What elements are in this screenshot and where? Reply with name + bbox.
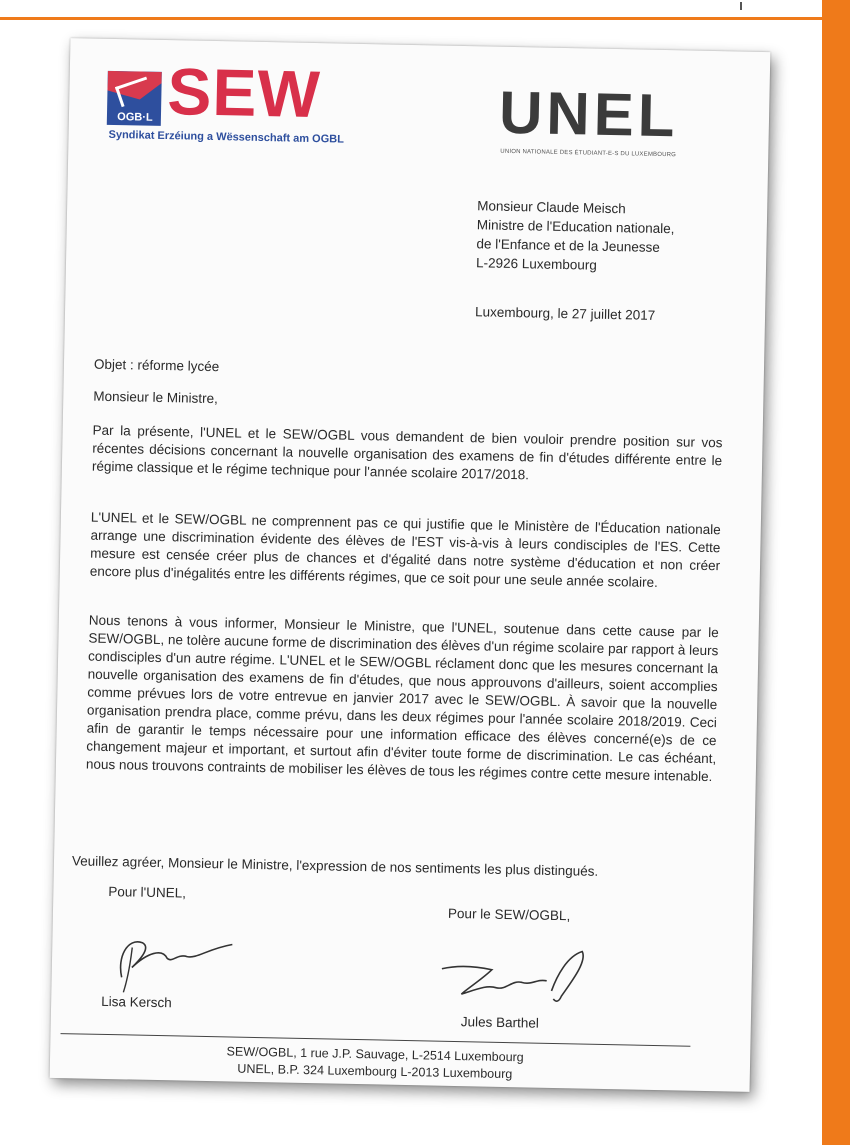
signature-sew (431, 939, 602, 1012)
side-accent-bar (822, 0, 850, 1145)
body-paragraph: Par la présente, l'UNEL et le SEW/OGBL vous demandent de bien vouloir prendre position sur vos récentes décisions concernant la nouvelle organisation des examens de fin d'études différente entre le régime classique et le régime technique pour l'année scolaire 2017/2018. (91, 422, 723, 483)
corner-mark (740, 2, 742, 10)
footer-line: UNEL, B.P. 324 Luxembourg L-2013 Luxembourg (237, 1061, 513, 1082)
recipient-line: de l'Enfance et de la Jeunesse (476, 236, 661, 255)
unel-logo (498, 78, 720, 177)
letter-date: Luxembourg, le 27 juillet 2017 (474, 304, 656, 323)
letter-salutation: Monsieur le Ministre, (93, 388, 218, 407)
letter-footer (60, 1040, 691, 1087)
body-paragraph: Nous tenons à vous informer, Monsieur le Ministre, que l'UNEL, soutenue dans cette cause par le SEW/OGBL, ne tolère aucune forme de discrimination des élèves d'un régime scolaire par rapport à leurs condisciples d'un autre régime. L'UNEL et le SEW/OGBL réclament donc que les mesures concernant la nouvelle organisation des examens de fin d'études, que nous approuvons d'ailleurs, soient accomplies comme prévues lors de votre entrevue en janvier 2017 avec le SEW/OGBL. À savoir que la nouvelle organisation prendra place, comme prévu, dans les deux régimes pour l'année scolaire 2018/2019. Ceci afin de garantir le temps nécessaire pour une information efficace des élèves concerné(e)s de ce changement majeur et important, et surtout afin d'éviter toute forme de discrimination. Le cas échéant, nous nous trouvons contraints de mobiliser les élèves de tous les régimes contre cette mesure intenable. (85, 612, 719, 785)
recipient-line: Monsieur Claude Meisch (477, 198, 626, 217)
letter-page (50, 38, 771, 1092)
sew-tagline: Syndikat Erzéiung a Wëssenschaft am OGBL (108, 128, 344, 146)
ogbl-logo-text: OGB·L (117, 111, 153, 124)
signatory-name-sew: Jules Barthel (460, 1014, 540, 1031)
sew-logo (106, 54, 348, 158)
recipient-address (476, 196, 675, 276)
header-rule (0, 17, 822, 20)
footer-line: SEW/OGBL, 1 rue J.P. Sauvage, L-2514 Luxembourg (226, 1044, 524, 1065)
signatory-label-sew: Pour le SEW/OGBL, (447, 905, 571, 924)
recipient-line: L-2926 Luxembourg (475, 255, 598, 273)
sew-logo-text: SEW (166, 54, 322, 132)
body-paragraph: L'UNEL et le SEW/OGBL ne comprennent pas ce qui justifie que le Ministère de l'Éducation nationale arrange une discrimination évidente des élèves de l'EST vis-à-vis à leurs condisciples de l'ES. Cette mesure est censée créer plus de chances et d'égalité dans notre système d'éducation et non créer encore plus d'inégalités entre les différents régimes, que ce soit pour une seule année scolaire. (89, 509, 721, 590)
signatory-name-unel: Lisa Kersch (101, 993, 172, 1011)
signatory-label-unel: Pour l'UNEL, (108, 884, 187, 901)
ogbl-logo (107, 71, 162, 126)
unel-logo-text: UNEL (498, 78, 680, 150)
recipient-line: Ministre de l'Education nationale, (476, 217, 675, 237)
letter-subject: Objet : réforme lycée (93, 356, 220, 375)
unel-tagline: UNION NATIONALE DES ÉTUDIANT-E-S DU LUXEMBOURG (500, 148, 677, 159)
signature-unel (91, 917, 253, 1000)
letter-closing: Veuillez agréer, Monsieur le Ministre, l'expression de nos sentiments les plus distingués. (71, 853, 599, 879)
